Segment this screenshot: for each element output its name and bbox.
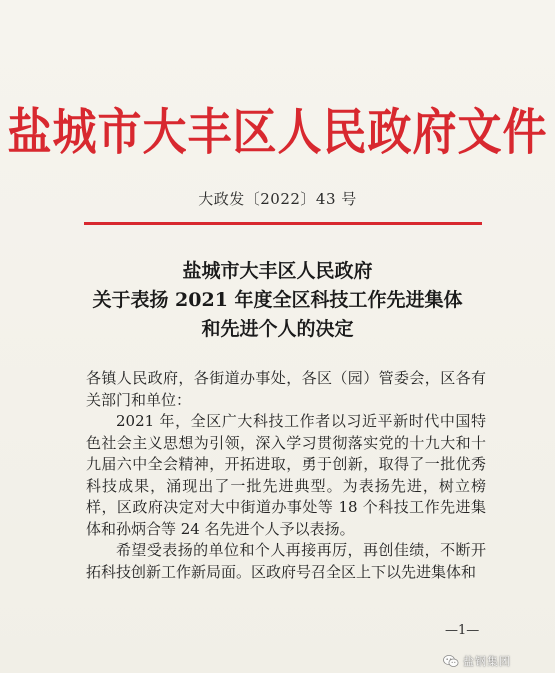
document-number: 大政发〔2022〕43 号: [198, 190, 357, 208]
watermark: [443, 652, 511, 670]
body-paragraph-2: 希望受表扬的单位和个人再接再厉，再创佳绩，不断开拓科技创新工作新局面。区政府号召全区上下以先进集体和: [86, 541, 486, 581]
red-separator-line: [84, 222, 482, 225]
title-line-2: 关于表扬 2021 年度全区科技工作先进集体: [92, 289, 463, 311]
salutation: 各镇人民政府，各街道办事处，各区（园）管委会，区各有关部门和单位：: [86, 369, 486, 409]
document-title: [0, 257, 555, 344]
title-line-3: 和先进个人的决定: [201, 318, 354, 340]
title-line-1: 盐城市大丰区人民政府: [182, 260, 373, 282]
document-body: [86, 368, 486, 583]
wechat-icon: [443, 654, 459, 668]
watermark-text: 盐钢集团: [463, 655, 511, 668]
issuing-authority-header: 盐城市大丰区人民政府文件: [7, 104, 548, 162]
body-paragraph-1: 2021 年，全区广大科技工作者以习近平新时代中国特色社会主义思想为引领，深入学习贯彻落实党的十九大和十九届六中全会精神，开拓进取，勇于创新，取得了一批优秀科技成果，涌现出了一批先进典型。为表扬先进，树立榜样，区政府决定对大中街道办事处等 18 个科技工作先进集体和孙炳合等 24 名先进个人予以表扬。: [86, 412, 486, 538]
page-number: —1—: [445, 623, 480, 638]
